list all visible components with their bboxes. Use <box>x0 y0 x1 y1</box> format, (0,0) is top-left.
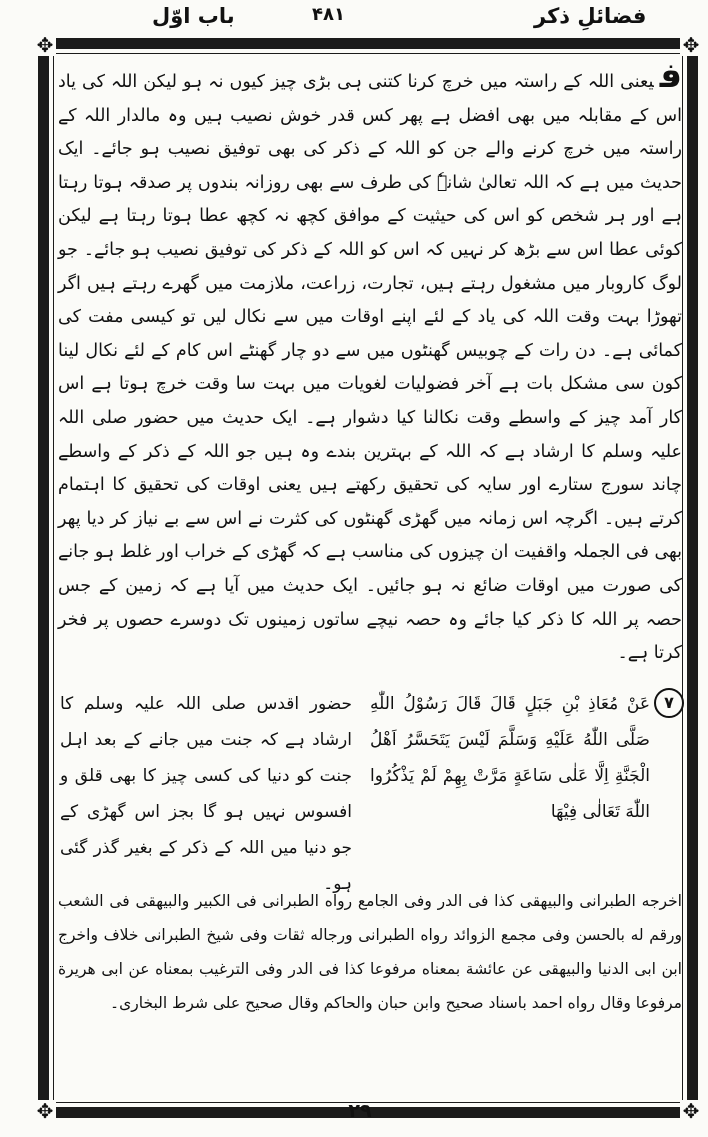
chapter-title: باب اوّل <box>152 4 235 28</box>
corner-ornament-icon: ✥ <box>34 1100 56 1122</box>
corner-ornament-icon: ✥ <box>680 1100 702 1122</box>
page-number: ۲۹ <box>348 1100 372 1122</box>
hadith-block <box>58 686 682 894</box>
hadith-urdu-translation: حضور اقدس صلی اللہ علیہ وسلم کا ارشاد ہے کہ جنت میں جانے کے بعد اہل جنت کو دنیا کی کسی چیز کا بھی قلق و افسوس نہیں ہو گا بجز اس گھڑی کے جو دنیا میں اللہ کے ذکر کے بغیر گذر گئی ہو۔ <box>60 694 352 894</box>
page-header <box>0 0 708 34</box>
running-page-number: ۴۸۱ <box>312 4 345 25</box>
corner-ornament-icon: ✥ <box>34 34 56 56</box>
hadith-arabic-text: عَنْ مُعَاذِ بْنِ جَبَلٍ قَالَ قَالَ رَسُوْلُ اللّٰهِ صَلَّى اللّٰهُ عَلَيْهِ وَسَلَّمَ لَيْسَ يَتَحَسَّرُ اَهْلُ الْجَنَّةِ اِلَّا عَلٰى سَاعَةٍ مَرَّتْ بِهِمْ لَمْ يَذْكُرُوا اللّٰهَ تَعَالٰى فِيْهَا <box>370 694 650 822</box>
book-title: فضائلِ ذکر <box>534 4 647 28</box>
hadith-references: اخرجه الطبرانى والبيهقى كذا فى الدر وفى الجامع رواه الطبرانى فى الكبير والبيهقى فى الشعب ورقم له بالحسن وفى مجمع الزوائد رواه الطبرانى ورجاله ثقات وفى شيخ الطبرانى خلاف واخرج ابن ابى الدنيا والبيهقى عن عائشة بمعناه مرفوعا كذا فى الدر وفى الترغيب بمعناه عن ابى هريرة مرفوعا وقال رواه احمد باسناد صحيح وابن حبان والحاكم وقال صحيح على شرط البخارى۔ <box>58 892 682 1012</box>
commentary-text: یعنی اللہ کے راستہ میں خرچ کرنا کتنی ہی بڑی چیز کیوں نہ ہو لیکن اللہ کی یاد اس کے مقابلہ میں بھی افضل ہے پھر کس قدر خوش نصیب ہیں وہ مالدار اللہ کے راستہ میں خرچ کرنے والے جن کو اللہ کے ذکر کی بھی توفیق نصیب ہو جائے۔ ایک حدیث میں ہے کہ اللہ تعالیٰ شانہٗ کی طرف سے بھی روزانہ بندوں پر صدقہ ہوتا رہتا ہے اور ہر شخص کو اس کی حیثیت کے موافق کچھ نہ کچھ عطا ہوتا رہتا ہے لیکن کوئی عطا اس سے بڑھ کر نہیں کہ اس کو اللہ کے ذکر کی توفیق نصیب ہو جائے۔ جو لوگ کاروبار میں مشغول رہتے ہیں، تجارت، زراعت، ملازمت میں گھرے رہتے ہیں اگر تھوڑا بہت وقت اللہ کی یاد کے لئے اپنے اوقات میں سے نکال لیں تو کیسی مفت کی کمائی ہے۔ دن رات کے چوبیس گھنٹوں میں سے دو چار گھنٹے اس کام کے لئے نکال لینا کون سی مشکل بات ہے آخر فضولیات لغویات میں بہت سا وقت خرچ ہوتا ہے اس کار آمد چیز کے واسطے وقت نکالنا کیا دشوار ہے۔ ایک حدیث میں حضور صلی اللہ علیہ وسلم کا ارشاد ہے کہ اللہ کے بہترین بندے وہ ہیں جو اللہ کے ذکر کے واسطے چاند سورج ستارے اور سایہ کی تحقیق رکھتے ہیں یعنی اوقات کی تحقیق کا اہتمام کرتے ہیں۔ اگرچہ اس زمانہ میں گھڑی گھنٹوں کی کثرت نے اس سے بے نیاز کر دیا پھر بھی فی الجملہ واقفیت ان چیزوں کی مناسب ہے کہ گھڑی کے خراب اور غلط ہو جانے کی صورت میں اوقات ضائع نہ ہو جائیں۔ ایک حدیث میں آیا ہے کہ زمین کے جس حصہ پر اللہ کا ذکر کیا جائے وہ حصہ نیچے ساتوں زمینوں تک دوسرے حصوں پر فخر کرتا ہے۔ <box>58 72 682 664</box>
corner-ornament-icon: ✥ <box>680 34 702 56</box>
hadith-number-badge: ۷ <box>654 688 684 718</box>
note-marker: ف <box>659 56 682 96</box>
main-text <box>58 56 682 671</box>
commentary-paragraph <box>58 56 682 671</box>
